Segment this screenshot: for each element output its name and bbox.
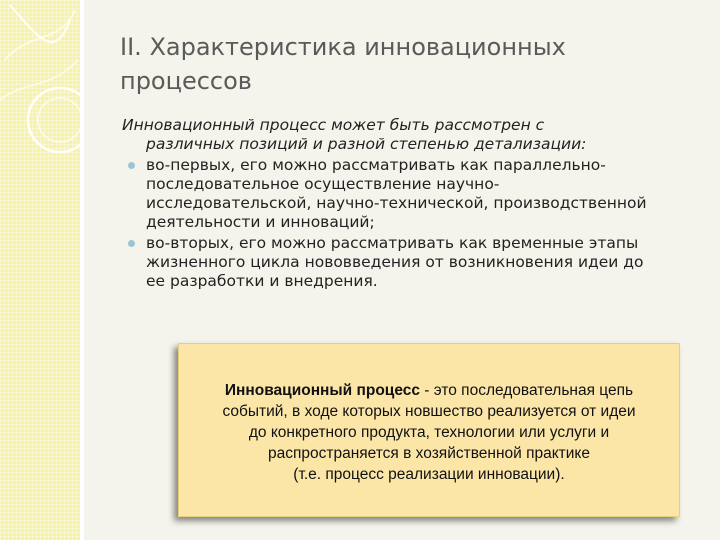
decorative-flourish-icon	[0, 0, 80, 540]
bullet-line: деятельности и инноваций;	[146, 213, 375, 231]
bullet-line: жизненного цикла нововведения от возникновения идеи до	[146, 253, 644, 271]
definition-text	[179, 380, 679, 485]
definition-box	[178, 343, 680, 517]
definition-line-1: - это последовательная цепь	[419, 382, 634, 399]
definition-line-5: (т.е. процесс реализации инновации).	[293, 466, 565, 483]
slide-body	[122, 116, 692, 293]
title-number: II.	[120, 33, 142, 61]
intro-line-2: различных позиций и разной степенью детализации:	[146, 135, 587, 153]
bullet-line: последовательное осуществление научно-	[146, 175, 500, 193]
definition-term: Инновационный процесс	[224, 382, 420, 399]
bullet-line: во-вторых, его можно рассматривать как временные этапы	[146, 234, 639, 252]
bullet-line: во-первых, его можно рассматривать как параллельно-	[146, 156, 606, 174]
intro-line-1: Инновационный процесс может быть рассмотрен с	[122, 116, 545, 134]
bullet-dot-icon	[128, 240, 135, 247]
decorative-strip	[0, 0, 80, 540]
title-line-1: Характеристика инновационных	[149, 33, 566, 61]
bullet-dot-icon	[128, 162, 135, 169]
strip-divider	[80, 0, 84, 540]
definition-line-2: событий, в ходе которых новшество реализуется от идеи	[222, 403, 636, 420]
slide-title	[120, 30, 680, 98]
bullet-line: исследовательской, научно-технической, производственной	[146, 194, 647, 212]
bullet-line: ее разработки и внедрения.	[146, 272, 378, 290]
intro-paragraph	[122, 116, 692, 154]
bullet-item	[122, 234, 692, 291]
bullet-item	[122, 156, 692, 232]
definition-line-4: распространяется в хозяйственной практике	[267, 445, 591, 462]
definition-line-3: до конкретного продукта, технологии или услуги и	[248, 424, 610, 441]
title-line-2: процессов	[120, 67, 252, 95]
